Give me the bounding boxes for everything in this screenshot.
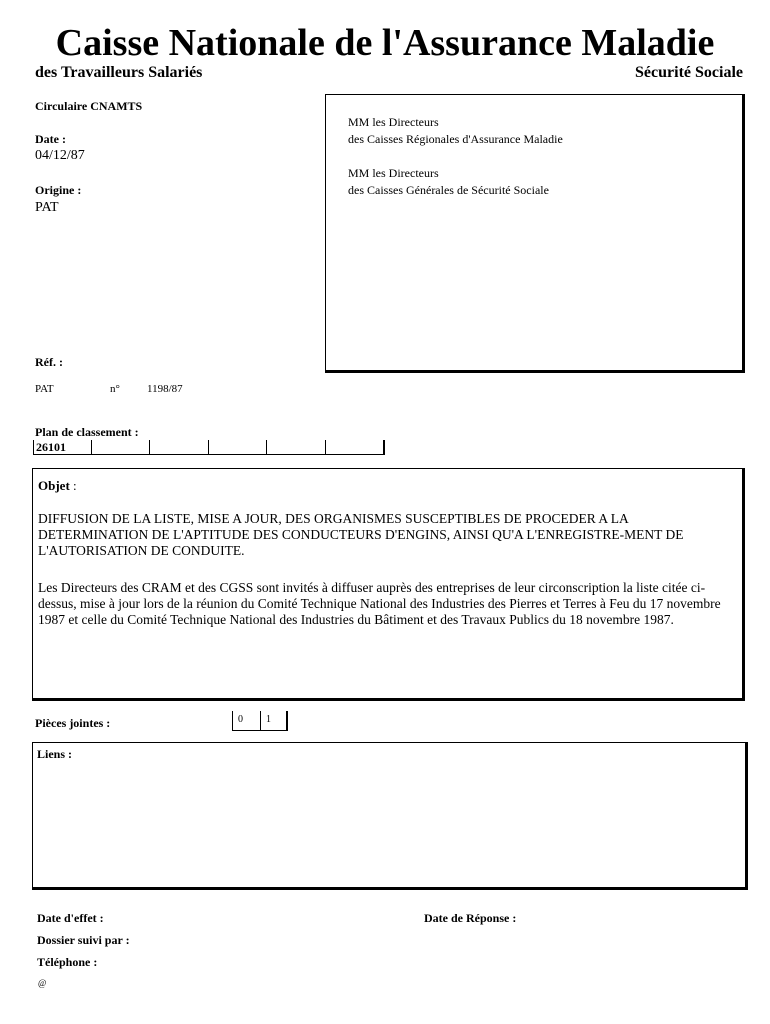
subtitle-right: Sécurité Sociale [635, 64, 743, 81]
plan-grid [33, 440, 385, 456]
date-reponse-label: Date de Réponse : [424, 911, 517, 925]
plan-cell [208, 440, 266, 455]
plan-label: Plan de classement : [35, 425, 139, 439]
recipient-line-1: MM les Directeurs [348, 115, 439, 129]
email-symbol: @ [38, 978, 47, 988]
objet-box [32, 468, 745, 701]
pieces-digit: 0 [232, 711, 260, 731]
ref-number: 1198/87 [147, 383, 183, 395]
plan-cell [325, 440, 385, 455]
date-effet-label: Date d'effet : [37, 911, 104, 925]
objet-label-suffix: : [69, 478, 77, 493]
pieces-grid [232, 711, 288, 731]
recipient-line-4: des Caisses Générales de Sécurité Sociale [348, 183, 549, 197]
objet-label [38, 478, 77, 494]
ref-number-sign: n° [110, 383, 120, 395]
circulaire-label: Circulaire CNAMTS [35, 99, 143, 113]
plan-cell [91, 440, 149, 455]
dossier-label: Dossier suivi par : [37, 933, 130, 947]
liens-label: Liens : [37, 747, 73, 761]
recipient-box [325, 94, 745, 373]
objet-body: Les Directeurs des CRAM et des CGSS sont invités à diffuser auprès des entreprises de leur circonscription la liste citée ci-dessus, mise à jour lors de la réunion du Comité Technique National des Industries des Pierres et Terres à Feu du 17 novembre 1987 et celle du Comité Technique National des Industries du Bâtiment et des Travaux Publics du 18 novembre 1987. [38, 580, 721, 627]
recipient-line-2: des Caisses Régionales d'Assurance Maladie [348, 132, 563, 146]
liens-box [32, 742, 748, 890]
origine-value: PAT [35, 200, 59, 215]
ref-prefix: PAT [35, 383, 54, 395]
subtitle-left: des Travailleurs Salariés [35, 64, 203, 81]
date-label: Date : [35, 132, 66, 146]
pieces-digit: 1 [260, 711, 288, 731]
plan-cell: 26101 [33, 440, 91, 455]
objet-heading: DIFFUSION DE LA LISTE, MISE A JOUR, DES ORGANISMES SUSCEPTIBLES DE PROCEDER A LA DETERMINATION DE L'APTITUDE DES CONDUCTEURS D'ENGINS, AINSI QU'A L'ENREGISTRE-MENT DE L'AUTORISATION DE CONDUITE. [38, 511, 684, 558]
ref-label: Réf. : [35, 355, 63, 369]
page-title: Caisse Nationale de l'Assurance Maladie [55, 22, 715, 64]
objet-label-text: Objet [38, 478, 70, 493]
plan-cell [266, 440, 325, 455]
pieces-label: Pièces jointes : [35, 716, 111, 730]
recipient-line-3: MM les Directeurs [348, 166, 439, 180]
plan-cell [149, 440, 208, 455]
telephone-label: Téléphone : [37, 955, 98, 969]
date-value: 04/12/87 [35, 148, 85, 163]
origine-label: Origine : [35, 183, 82, 197]
